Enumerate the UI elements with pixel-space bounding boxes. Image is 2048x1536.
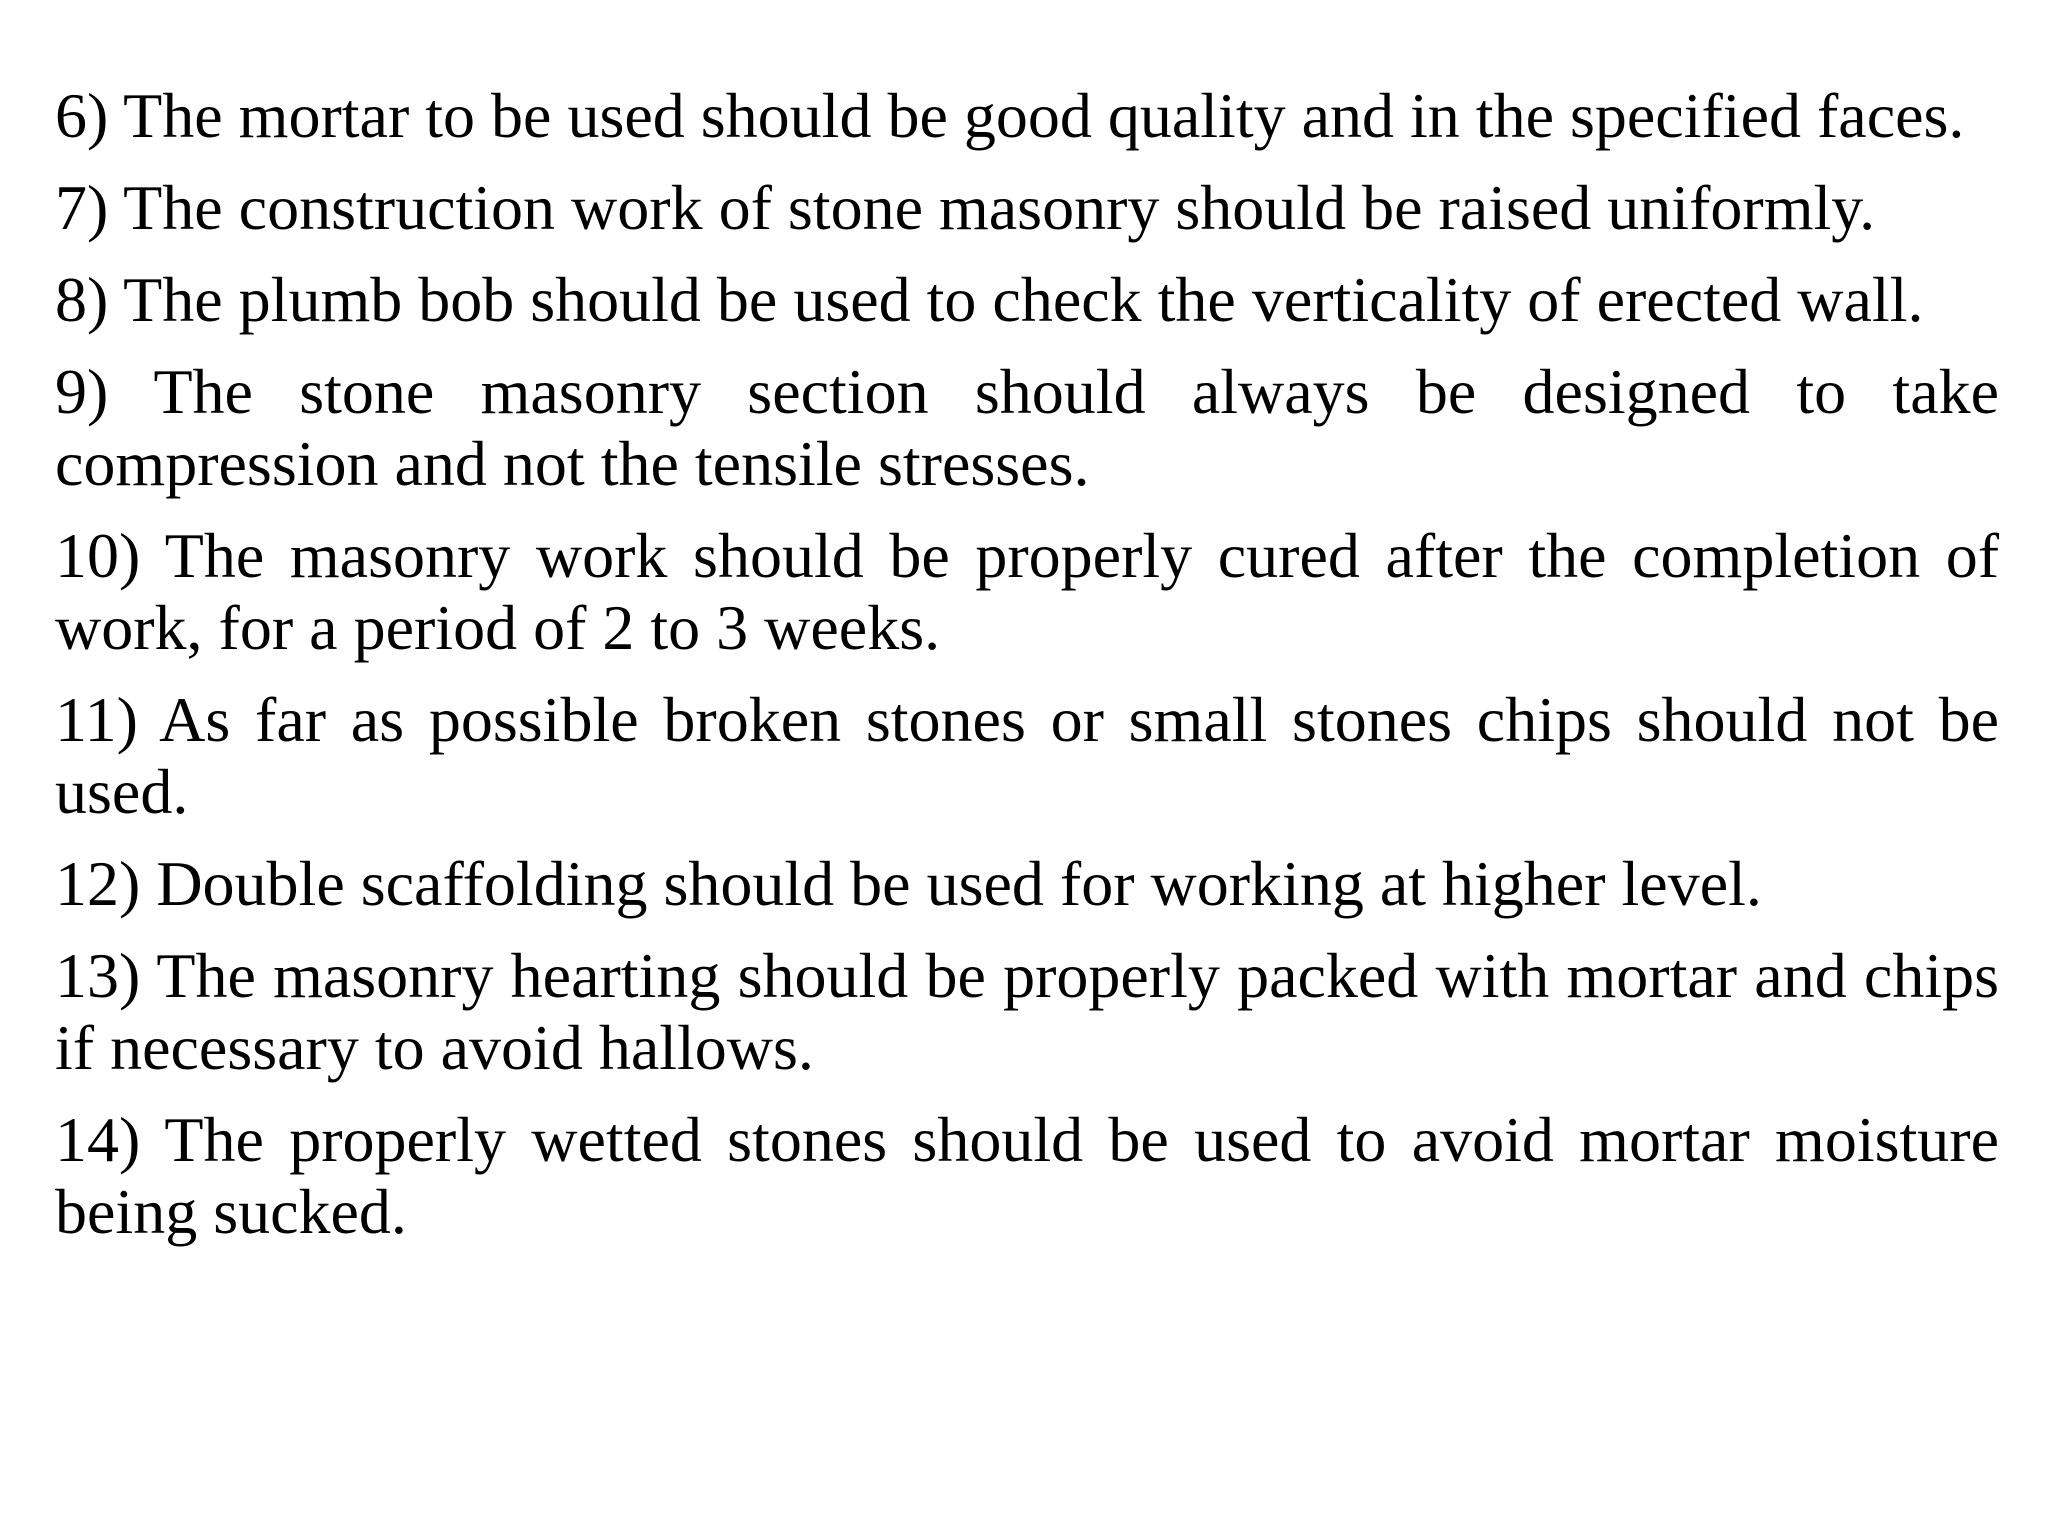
list-item: 9) The stone masonry section should always be designed to take compression and not the tensile stresses. [55, 356, 1999, 499]
list-item: 11) As far as possible broken stones or small stones chips should not be used. [55, 684, 1999, 827]
list-item: 8) The plumb bob should be used to check the verticality of erected wall. [55, 264, 1924, 335]
list-item: 13) The masonry hearting should be properly packed with mortar and chips if necessary to avoid hallows. [55, 940, 1999, 1083]
list-item: 6) The mortar to be used should be good quality and in the specified faces. [55, 80, 1965, 151]
document-body [55, 80, 1999, 1268]
list-item: 10) The masonry work should be properly cured after the completion of work, for a period of 2 to 3 weeks. [55, 520, 1999, 663]
list-item: 12) Double scaffolding should be used for working at higher level. [55, 848, 1762, 919]
list-item: 7) The construction work of stone masonry should be raised uniformly. [55, 172, 1876, 243]
list-item: 14) The properly wetted stones should be used to avoid mortar moisture being sucked. [55, 1104, 1999, 1247]
